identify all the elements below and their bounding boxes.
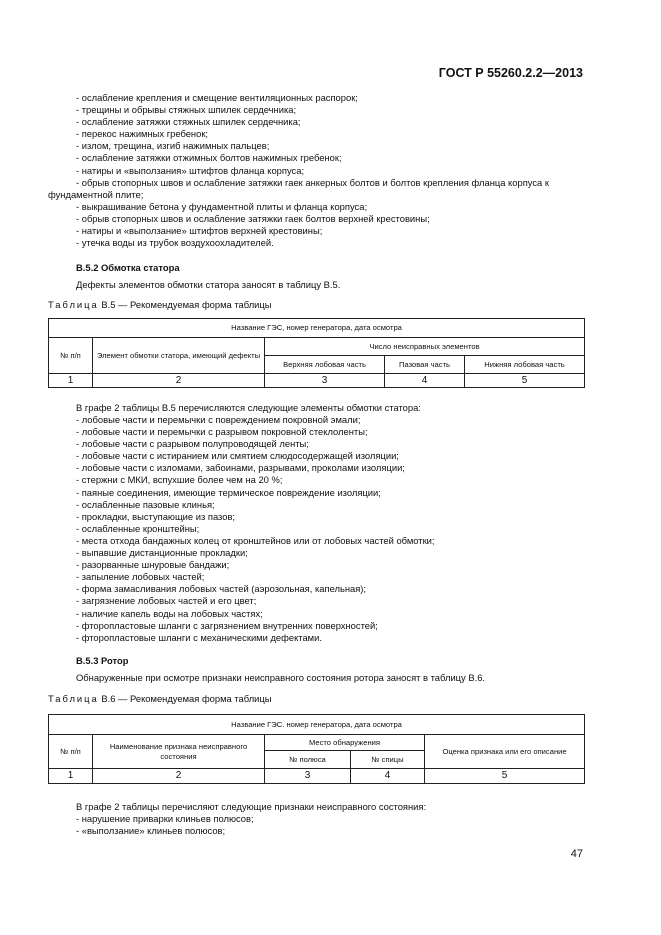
list-item: - лобовые части и перемычки с разрывом покровной стеклоленты; [76, 426, 368, 438]
col-header-upper: Верхняя лобовая часть [265, 356, 385, 374]
list-item: - трещины и обрывы стяжных шпилек сердечника; [76, 104, 297, 116]
list-item: - лобовые части с истиранием или смятием слюдосодержащей изоляции; [76, 450, 399, 462]
document-header: ГОСТ Р 55260.2.2—2013 [438, 66, 583, 80]
list-item: - натиры и «выползания» штифтов фланца корпуса; [76, 164, 305, 176]
list-item: - прокладки, выступающие из пазов; [76, 510, 236, 522]
section-intro-b53: Обнаруженные при осмотре признаки неисправного состояния ротора заносят в таблицу В.6. [76, 672, 486, 683]
column-number: 4 [385, 374, 465, 388]
col-group-header: Место обнаружения [265, 735, 425, 751]
col-header-number: № п/п [49, 338, 93, 374]
defect-list-top [48, 92, 588, 249]
list-item: - форма замасливания лобовых частей (аэрозольная, капельная); [76, 583, 367, 595]
list-item: - ослабленные пазовые клинья; [76, 498, 215, 510]
list-item: - натиры и «выползание» штифтов верхней крестовины; [76, 225, 323, 237]
list-item: - запыление лобовых частей; [76, 571, 205, 583]
column-number: 5 [465, 374, 585, 388]
list-item: - ослабленные кронштейны; [76, 522, 200, 534]
list-item: - обрыв стопорных швов и ослабление затяжки гаек болтов верхней крестовины; [76, 212, 430, 224]
col-header-assessment: Оценка признака или его описание [425, 735, 585, 769]
col-header-spoke: № спицы [351, 751, 425, 769]
element-list-b5 [76, 414, 596, 644]
column-number: 4 [351, 769, 425, 784]
table-caption-b6 [48, 693, 272, 704]
sign-list-b6 [76, 813, 596, 837]
list-item: - ослабление затяжки отжимных болтов нажимных гребенок; [76, 152, 342, 164]
column-number: 3 [265, 769, 351, 784]
col-header-number: № п/п [49, 735, 93, 769]
paragraph-b6: В графе 2 таблицы перечисляют следующие признаки неисправного состояния: [76, 801, 427, 812]
table-head-title: Название ГЭС, номер генератора, дата осмотра [49, 319, 585, 338]
column-number: 2 [93, 769, 265, 784]
list-item: - «выползание» клиньев полюсов; [76, 825, 226, 837]
table-caption-b5 [48, 299, 272, 310]
col-header-element: Элемент обмотки статора, имеющий дефекты [93, 338, 265, 374]
list-item: - разорванные шнуровые бандажи; [76, 559, 230, 571]
list-item: - ослабление затяжки стяжных шпилек сердечника; [76, 116, 301, 128]
column-number: 5 [425, 769, 585, 784]
table-head-title: Название ГЭС. номер генератора, дата осмотра [49, 715, 585, 735]
list-item: - излом, трещина, изгиб нажимных пальцев; [76, 140, 270, 152]
section-intro-b52: Дефекты элементов обмотки статора заносят в таблицу В.5. [76, 279, 341, 290]
section-title-b52: В.5.2 Обмотка статора [76, 262, 180, 273]
list-item: - выкрашивание бетона у фундаментной плиты и фланца корпуса; [76, 200, 368, 212]
list-item: - нарушение приварки клиньев полюсов; [76, 813, 254, 824]
paragraph-b5: В графе 2 таблицы В.5 перечисляются следующие элементы обмотки статора: [76, 402, 421, 413]
list-item: - наличие капель воды на лобовых частях; [76, 607, 263, 619]
col-header-lower: Нижняя лобовая часть [465, 356, 585, 374]
caption-word: Таблица [48, 299, 99, 310]
list-item: - утечка воды из трубок воздухоохладителей. [76, 237, 274, 249]
list-item: - перекос нажимных гребенок; [76, 128, 209, 140]
col-header-slot: Пазовая часть [385, 356, 465, 374]
column-number: 1 [49, 769, 93, 784]
list-item: - ослабление крепления и смещение вентиляционных распорок; [76, 92, 358, 103]
column-number: 1 [49, 374, 93, 388]
list-item: - места отхода бандажных колец от кронштейнов или от лобовых частей обмотки; [76, 534, 435, 546]
list-item: - лобовые части и перемычки с повреждением покровной эмали; [76, 414, 361, 425]
col-header-sign: Наименование признака неисправного состояния [93, 735, 265, 769]
table-b6 [48, 714, 585, 784]
list-item: - фторопластовые шланги с загрязнением внутренних поверхностей; [76, 619, 378, 631]
caption-text: В.6 — Рекомендуемая форма таблицы [98, 693, 272, 704]
page-number: 47 [570, 848, 583, 860]
list-item: - стержни с МКИ, вспухшие более чем на 20 %; [76, 474, 283, 486]
list-item: - паяные соединения, имеющие термическое повреждение изоляции; [76, 486, 381, 498]
list-item: - лобовые части с изломами, забоинами, разрывами, проколами изоляции; [76, 462, 405, 474]
list-item: - лобовые части с разрывом полупроводящей ленты; [76, 438, 309, 450]
col-header-pole: № полюса [265, 751, 351, 769]
table-b5 [48, 318, 585, 388]
list-item: - обрыв стопорных швов и ослабление затяжки гаек анкерных болтов и болтов крепления фланца корпуса к фундаментной плите; [48, 176, 549, 200]
column-number: 2 [93, 374, 265, 388]
caption-word: Таблица [48, 693, 99, 704]
list-item: - загрязнение лобовых частей и его цвет; [76, 595, 257, 607]
list-item: - фторопластовые шланги с механическими дефектами. [76, 631, 322, 643]
col-group-header: Число неисправных элементов [265, 338, 585, 356]
column-number: 3 [265, 374, 385, 388]
caption-text: В.5 — Рекомендуемая форма таблицы [98, 299, 272, 310]
section-title-b53: В.5.3 Ротор [76, 655, 129, 666]
list-item: - выпавшие дистанционные прокладки; [76, 547, 248, 559]
